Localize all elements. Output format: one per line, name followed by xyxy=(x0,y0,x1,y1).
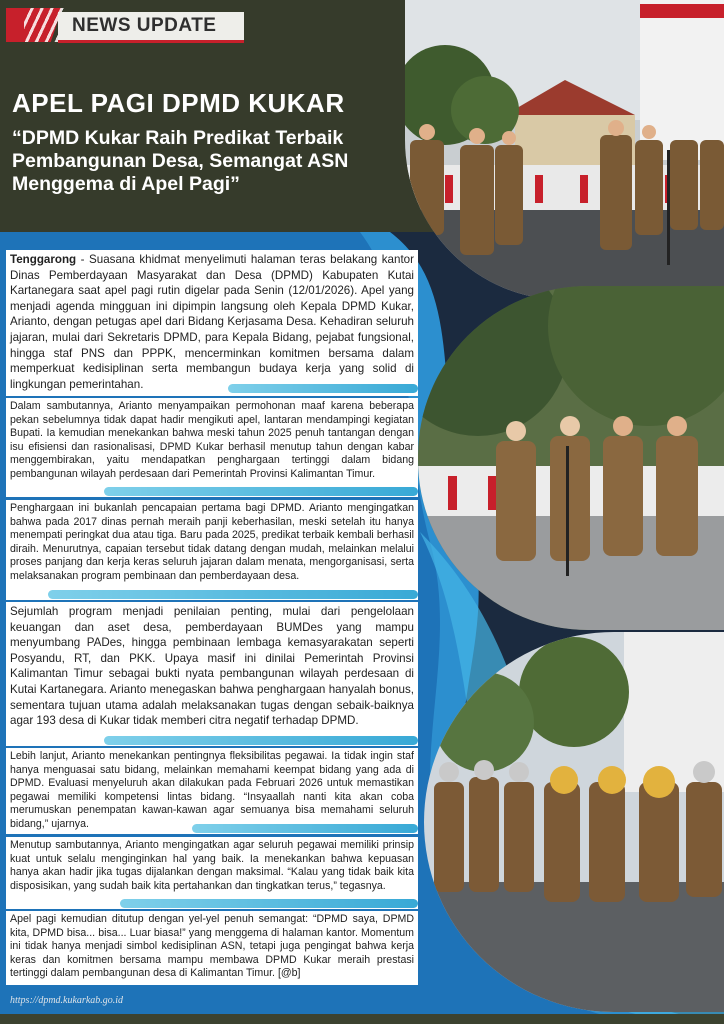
dateline-place: Tenggarong xyxy=(10,253,77,266)
paragraph-end-bar xyxy=(120,899,418,908)
paragraph-end-bar xyxy=(48,590,418,599)
paragraph-end-bar xyxy=(192,824,418,833)
badge-label: NEWS UPDATE xyxy=(72,15,217,36)
photo-officials-at-podium xyxy=(405,0,724,300)
article-paragraph-5: Lebih lanjut, Arianto menekankan pentingnya fleksibilitas pegawai. Ia tidak ingin staf hanya menguasai satu bidang, melainkan memahami keempat bidang yang ada di DPMD. Evaluasi menyeluruh akan dilakukan pada Februari 2026 untuk memastikan pegawai memiliki kompetensi lintas bidang. “Insyaallah nanti kita akan coba merumuskan penempatan kawan-kawan agar semuanya bisa memahami seluruh bidang,” ujarnya. xyxy=(6,748,418,834)
page-title: APEL PAGI DPMD KUKAR xyxy=(12,88,345,118)
badge-label-box xyxy=(58,12,244,43)
footer-strip xyxy=(0,1014,724,1024)
article-paragraph-7: Apel pagi kemudian ditutup dengan yel-yel penuh semangat: “DPMD saya, DPMD kita, DPMD bisa... bisa... Luar biasa!” yang menggema di halaman kantor. Momentum ini tidak hanya menjadi simbol kedisiplinan ASN, tetapi juga pengingat bahwa kerja keras dan komitmen bersama mampu membawa DPMD Kukar meraih prestasi tertinggi dalam pembangunan desa di Kalimantan Timur. [@b] xyxy=(6,911,418,985)
paragraph-end-bar xyxy=(228,384,418,393)
page-subtitle: “DPMD Kukar Raih Predikat Terbaik Pembangunan Desa, Semangat ASN Menggema di Apel Pagi” xyxy=(12,127,349,195)
source-url-link[interactable]: https://dpmd.kukarkab.go.id xyxy=(10,995,124,1006)
article-paragraph-1 xyxy=(6,250,418,396)
article-paragraph-6: Menutup sambutannya, Arianto mengingatkan agar seluruh pegawai memiliki prinsip kuat untuk selalu menginginkan hal yang baik. Ia menekankan bahwa kepuasan hanya akan hadir jika tugas dijalankan dengan maksimal. “Kalau yang tidak baik kita disposisikan, yang sudah baik kita pertahankan dan tingkatkan terus,” tegasnya. xyxy=(6,837,418,909)
article-paragraph-4: Sejumlah program menjadi penilaian penting, mulai dari pengelolaan keuangan dan aset desa, pemberdayaan BUMDes yang mampu menyumbang PADes, hingga pembinaan lembaga kemasyarakatan seperti Posyandu, RT, dan PKK. Upaya masif ini dinilai Pemerintah Provinsi Kalimantan Timur sebagai bukti nyata pembangunan wilayah perdesaan di Kutai Kartanegara. Arianto menegaskan bahwa penghargaan hanyalah bonus, sementara tujuan utama adalah melaksanakan tugas dengan sebaik-baiknya agar 193 desa di Kukar tidak memberi citra negatif terhadap DPMD. xyxy=(6,602,418,746)
paragraph-1-text: - Suasana khidmat menyelimuti halaman teras belakang kantor Dinas Pemberdayaan Masyarakat dan Desa (DPMD) Kabupaten Kutai Kartanegara saat apel pagi rutin digelar pada Senin (12/01/2026). Apel yang menjadi agenda mingguan ini dipimpin langsung oleh Kepala DPMD Kukar, Arianto, dengan petugas apel dari Bidang Kerjasama Desa. Kehadiran seluruh jajaran, mulai dari Sekretaris DPMD, para Kepala Bidang, pejabat fungsional, hingga staf PNS dan PPPK, mencerminkan komitmen bersama dalam memperkuat kedisiplinan serta membangun budaya kerja yang solid di lingkungan pemerintahan. xyxy=(10,253,414,391)
paragraph-end-bar xyxy=(104,736,418,745)
paragraph-end-bar xyxy=(104,487,418,496)
article-paragraph-3: Penghargaan ini bukanlah pencapaian pertama bagi DPMD. Arianto mengingatkan bahwa pada 2017 dinas pernah meraih panji keberhasilan, meski setelah itu hanya menempati peringkat dua atau tiga. Baru pada 2025, predikat terbaik kembali berhasil diraih. Menurutnya, capaian tersebut tidak datang dengan mudah, melainkan melalui proses panjang dan kerja keras seluruh jajaran dalam menata, mengorganisasi, serta melaksanakan program pembinaan dan pemberdayaan desa. xyxy=(6,500,418,600)
article-paragraph-2: Dalam sambutannya, Arianto menyampaikan permohonan maaf karena beberapa pekan sebelumnya tidak dapat hadir mengikuti apel, lantaran mendampingi kegiatan Bupati. Ia kemudian menekankan bahwa meski tahun 2025 penuh tantangan dengan isu efisiensi dan rasionalisasi, DPMD Kukar berhasil menutup tahun dengan kabar menggembirakan, yaitu mendapatkan penghargaan tertinggi dalam bidang pembangunan wilayah perdesaan dari Pemerintah Provinsi Kalimantan Timur. xyxy=(6,398,418,497)
news-update-badge xyxy=(6,8,242,42)
